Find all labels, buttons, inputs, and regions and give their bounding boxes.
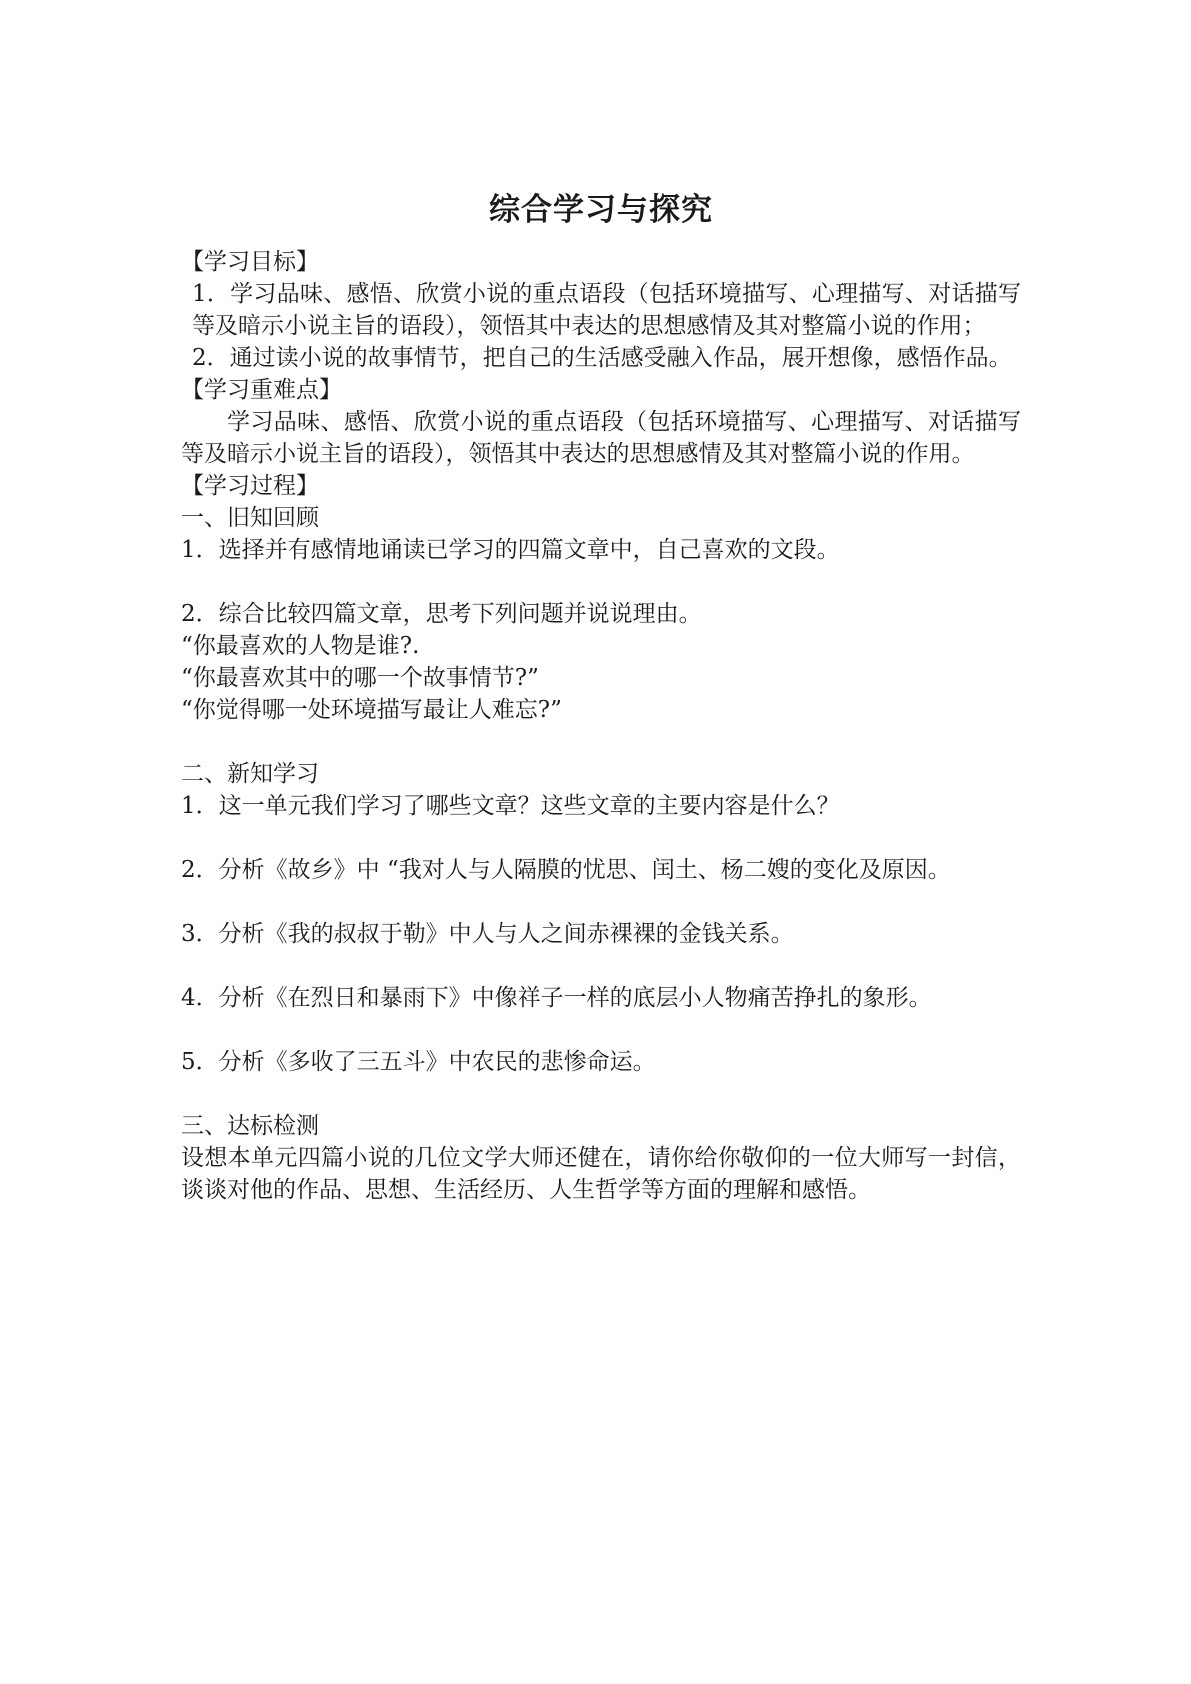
review-heading: 一、旧知回顾 <box>181 505 319 531</box>
test-heading: 三、达标检测 <box>181 1113 319 1139</box>
document-content <box>181 188 1021 1206</box>
spacer <box>181 886 1021 918</box>
review-question-1: 1．选择并有感情地诵读已学习的四篇文章中，自己喜欢的文段。 <box>181 537 840 563</box>
new-item-3: 3．分析《我的叔叔于勒》中人与人之间赤裸裸的金钱关系。 <box>181 921 794 947</box>
new-item-2: 2．分析《故乡》中 “我对人与人隔膜的忧思、闰土、杨二嫂的变化及原因。 <box>181 857 951 883</box>
key-points-heading: 【学习重难点】 <box>181 377 342 403</box>
spacer <box>181 1078 1021 1110</box>
goal-item-1: 1．学习品味、感悟、欣赏小说的重点语段（包括环境描写、心理描写、对话描写等及暗示小说主旨的语段），领悟其中表达的思想感情及其对整篇小说的作用； <box>192 281 1021 339</box>
process-heading: 【学习过程】 <box>181 473 319 499</box>
review-question-2: 2．综合比较四篇文章，思考下列问题并说说理由。 <box>181 601 702 627</box>
spacer <box>181 950 1021 982</box>
review-quote-3: “你觉得哪一处环境描写最让人难忘?” <box>181 697 562 723</box>
goal-item-2: 2．通过读小说的故事情节，把自己的生活感受融入作品，展开想像，感悟作品。 <box>192 345 1012 371</box>
goals-heading: 【学习目标】 <box>181 249 319 275</box>
spacer <box>181 566 1021 598</box>
spacer <box>181 1014 1021 1046</box>
spacer <box>181 822 1021 854</box>
new-item-1: 1．这一单元我们学习了哪些文章？这些文章的主要内容是什么？ <box>181 793 840 819</box>
new-item-5: 5．分析《多收了三五斗》中农民的悲惨命运。 <box>181 1049 656 1075</box>
test-text: 设想本单元四篇小说的几位文学大师还健在，请你给你敬仰的一位大师写一封信，谈谈对他的作品、思想、生活经历、人生哲学等方面的理解和感悟。 <box>181 1145 1021 1203</box>
review-quote-1: “你最喜欢的人物是谁?. <box>181 633 420 659</box>
review-quote-2: “你最喜欢其中的哪一个故事情节?” <box>181 665 539 691</box>
document-title: 综合学习与探究 <box>489 192 713 228</box>
spacer <box>181 726 1021 758</box>
new-item-4: 4．分析《在烈日和暴雨下》中像祥子一样的底层小人物痛苦挣扎的象形。 <box>181 985 932 1011</box>
key-points-text: 学习品味、感悟、欣赏小说的重点语段（包括环境描写、心理描写、对话描写等及暗示小说主旨的语段），领悟其中表达的思想感情及其对整篇小说的作用。 <box>181 409 1021 467</box>
new-heading: 二、新知学习 <box>181 761 319 787</box>
